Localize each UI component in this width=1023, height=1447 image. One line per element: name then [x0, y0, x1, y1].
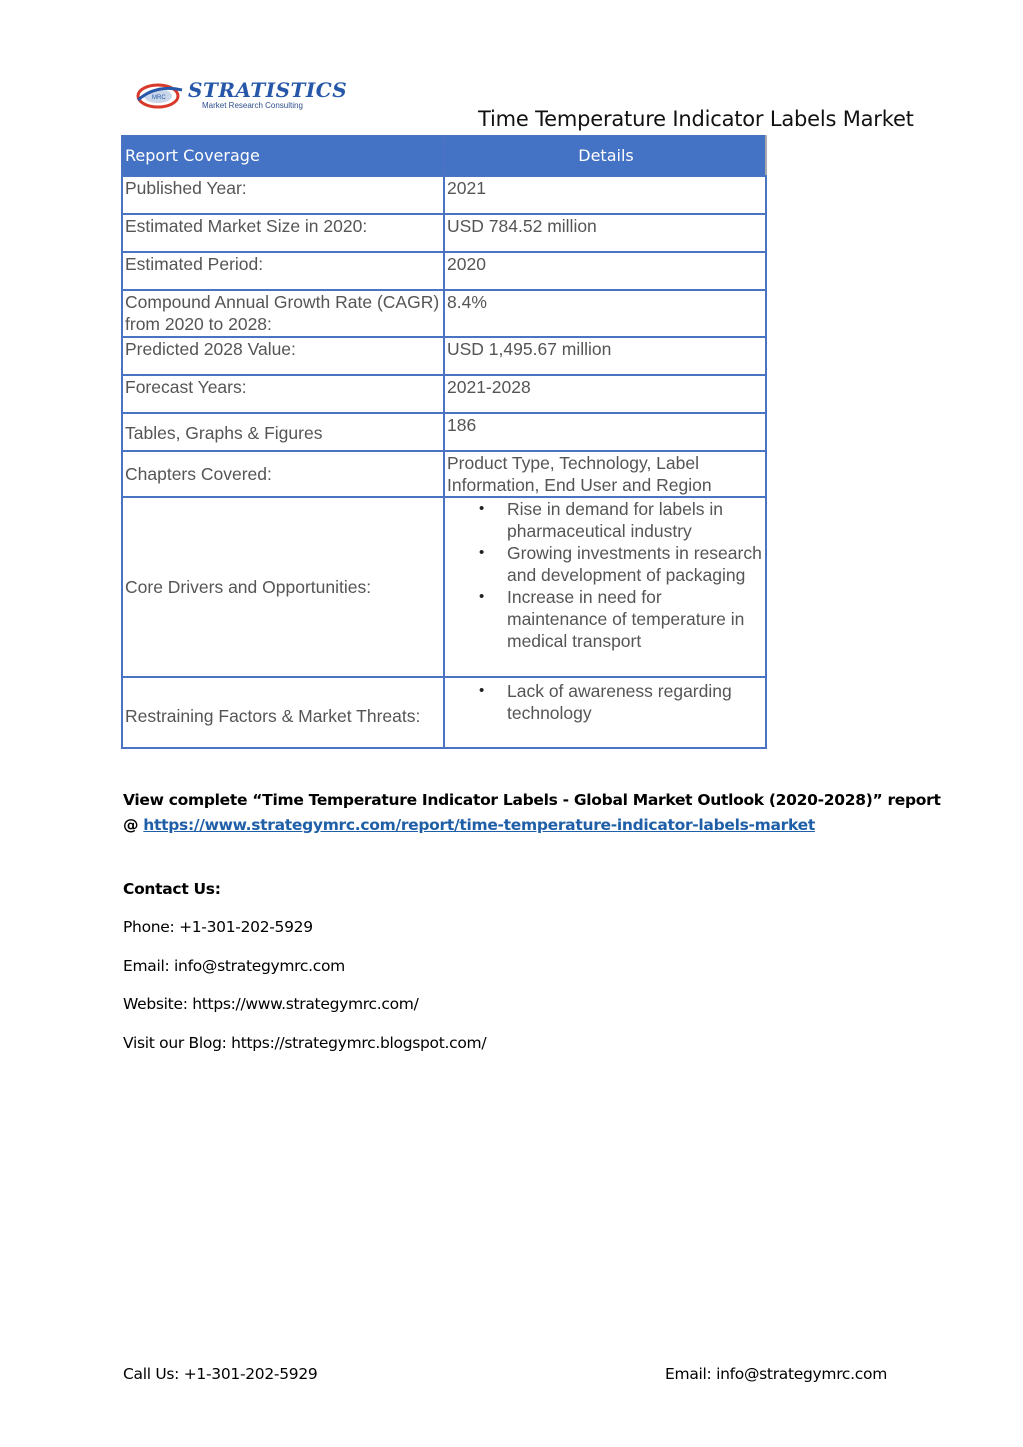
footer-call: Call Us: +1-301-202-5929	[123, 1365, 318, 1383]
drivers-list	[447, 498, 765, 652]
row-label: Estimated Market Size in 2020:	[122, 214, 444, 252]
list-item: • Increase in need for maintenance of temperature in medical transport	[507, 586, 765, 652]
row-value: Product Type, Technology, Label Information, End User and Region	[444, 451, 766, 497]
row-label: Estimated Period:	[122, 252, 444, 290]
table-row	[122, 252, 766, 290]
row-value: 2020	[444, 252, 766, 290]
header-details: Details	[444, 136, 766, 176]
report-link[interactable]: https://www.strategymrc.com/report/time-temperature-indicator-labels-market	[143, 816, 815, 834]
row-label: Tables, Graphs & Figures	[122, 413, 444, 451]
list-item: • Growing investments in research and development of packaging	[507, 542, 765, 586]
drivers-label: Core Drivers and Opportunities:	[122, 497, 444, 677]
restraints-label: Restraining Factors & Market Threats:	[122, 677, 444, 748]
report-link-text: View complete “Time Temperature Indicator Labels - Global Market Outlook (2020-2028)” report	[123, 791, 941, 809]
table-header-row	[122, 136, 766, 176]
table-row	[122, 290, 766, 337]
row-value: 2021-2028	[444, 375, 766, 413]
row-label: Chapters Covered:	[122, 451, 444, 497]
row-value: 186	[444, 413, 766, 451]
restraints-list	[447, 680, 765, 724]
document-title: Time Temperature Indicator Labels Market	[478, 107, 914, 131]
company-logo	[136, 74, 356, 114]
table-row-drivers	[122, 497, 766, 677]
row-label: Forecast Years:	[122, 375, 444, 413]
table-row	[122, 413, 766, 451]
logo-badge-text: MRC	[152, 95, 166, 101]
table-row	[122, 214, 766, 252]
table-row	[122, 375, 766, 413]
logo-brand: STRATISTICS	[188, 78, 348, 102]
footer-email: Email: info@strategymrc.com	[665, 1365, 887, 1383]
report-coverage-table	[121, 135, 767, 749]
contact-blog: Visit our Blog: https://strategymrc.blogspot.com/	[123, 1034, 487, 1052]
row-value: 8.4%	[444, 290, 766, 337]
report-link-line	[123, 816, 815, 834]
logo-swoosh-icon	[136, 80, 186, 110]
table-row	[122, 451, 766, 497]
row-label: Compound Annual Growth Rate (CAGR) from 2020 to 2028:	[122, 290, 444, 337]
report-link-at: @	[123, 816, 144, 834]
drivers-value	[444, 497, 766, 677]
row-value: USD 1,495.67 million	[444, 337, 766, 375]
row-value: USD 784.52 million	[444, 214, 766, 252]
table-row-restraints	[122, 677, 766, 748]
logo-tagline: Market Research Consulting	[202, 101, 303, 110]
header-report-coverage: Report Coverage	[122, 136, 444, 176]
table-row	[122, 337, 766, 375]
row-label: Published Year:	[122, 176, 444, 214]
list-item: • Lack of awareness regarding technology	[507, 680, 765, 724]
contact-website: Website: https://www.strategymrc.com/	[123, 995, 419, 1013]
restraints-value	[444, 677, 766, 748]
row-value: 2021	[444, 176, 766, 214]
contact-email: Email: info@strategymrc.com	[123, 957, 345, 975]
contact-phone: Phone: +1-301-202-5929	[123, 918, 313, 936]
table-row	[122, 176, 766, 214]
contact-heading: Contact Us:	[123, 880, 221, 898]
row-label: Predicted 2028 Value:	[122, 337, 444, 375]
list-item: • Rise in demand for labels in pharmaceutical industry	[507, 498, 765, 542]
